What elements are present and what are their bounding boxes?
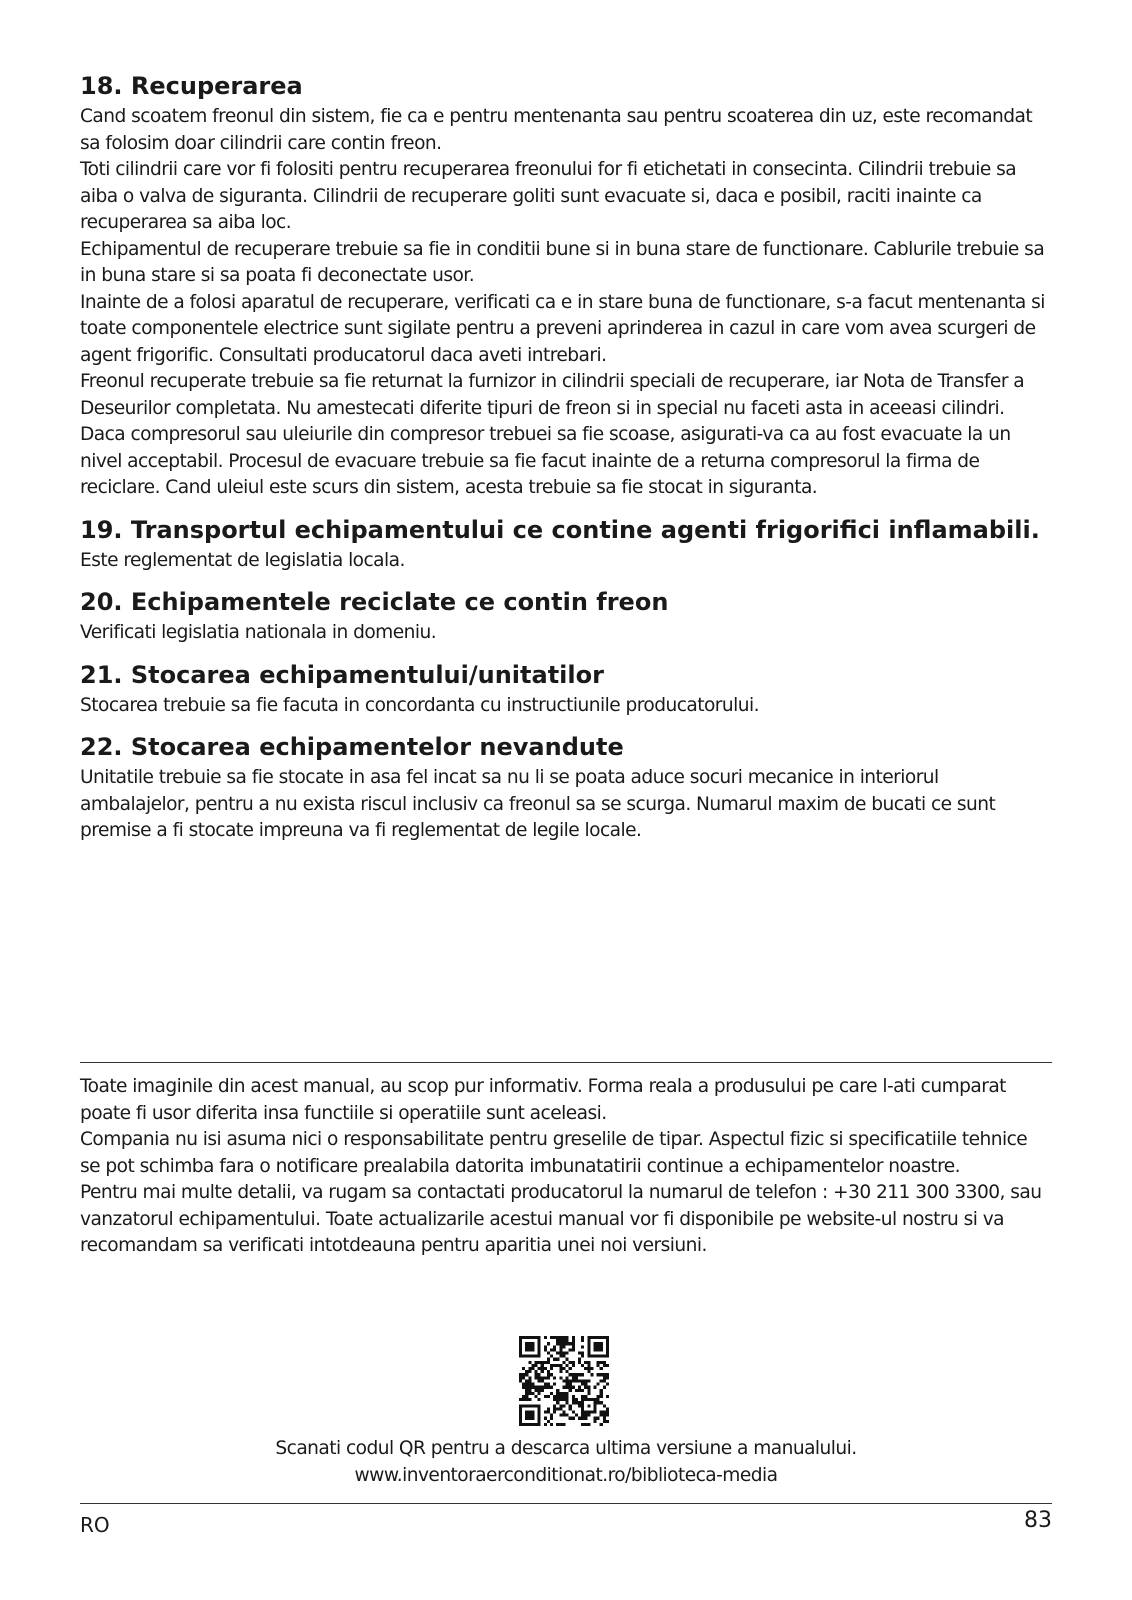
section-heading: 22. Stocarea echipamentelor nevandute — [80, 733, 624, 761]
section-paragraph: Freonul recuperate trebuie sa fie returnat la furnizor in cilindrii speciali de recuperare, iar Nota de Transfer a Deseurilor completata. Nu amestecati diferite tipuri de freon si in special nu faceti asta in aceeasi cilindri. — [80, 371, 1025, 419]
qr-caption: Scanati codul QR pentru a descarca ultima versiune a manualului. — [275, 1438, 857, 1459]
page-number: 83 — [1024, 1508, 1052, 1533]
section-paragraph: Inainte de a folosi aparatul de recuperare, verificati ca e in stare buna de functionare, s-a facut mentenanta si toate componentele electrice sunt sigilate pentru a preveni aprinderea in cazul in care vom avea scurgeri de agent frigorific. Consultati producatorul daca aveti intrebari. — [80, 291, 1045, 366]
section-paragraph: Verificati legislatia nationala in domeniu. — [80, 622, 437, 643]
section-heading: 20. Echipamentele reciclate ce contin freon — [80, 588, 669, 616]
section-paragraph: Cand scoatem freonul din sistem, fie ca e pentru mentenanta sau pentru scoaterea din uz, este recomandat sa folosim doar cilindrii care contin freon. — [80, 106, 1033, 154]
qr-caption-block — [80, 1436, 1052, 1489]
divider-top — [80, 1062, 1052, 1063]
section-paragraph: Este reglementat de legislatia locala. — [80, 549, 405, 571]
disclaimer-paragraph: Pentru mai multe detalii, va rugam sa contactati producatorul la numarul de telefon : +30 211 300 3300, sau vanzatorul echipamentului. Toate actualizarile acestui manual vor fi disponibile pe website-ul nostru si va recomandam sa verificati intotdeauna pentru aparitia unei noi versiuni. — [80, 1182, 1042, 1256]
footer-language: RO — [80, 1513, 110, 1537]
section-18 — [80, 70, 1052, 502]
section-20 — [80, 586, 1052, 647]
section-22 — [80, 731, 1052, 845]
qr-code-icon[interactable] — [519, 1336, 609, 1426]
section-19 — [80, 514, 1052, 575]
qr-url-link[interactable]: www.inventoraerconditionat.ro/biblioteca-media — [354, 1464, 778, 1486]
section-heading: 21. Stocarea echipamentului/unitatilor — [80, 660, 604, 689]
section-paragraph: Unitatile trebuie sa fie stocate in asa fel incat sa nu li se poata aduce socuri mecanice in interiorul ambalajelor, pentru a nu exista riscul inclusiv ca freonul sa se scurga. Numarul maxim de bucati ce sunt premise a fi stocate impreuna va fi reglementat de legile locale. — [80, 767, 996, 841]
manual-page-content — [80, 70, 1052, 857]
disclaimer-paragraph: Toate imaginile din acest manual, au scop pur informativ. Forma reala a produsului pe care l-ati cumparat poate fi usor diferita insa functiile si operatiile sunt aceleasi. — [80, 1076, 1006, 1124]
section-paragraph: Daca compresorul sau uleiurile din compresor trebuei sa fie scoase, asigurati-va ca au fost evacuate la un nivel acceptabil. Procesul de evacuare trebuie sa fie facut inainte de a returna compresorul la firma de reciclare. Cand uleiul este scurs din sistem, acesta trebuie sa fie stocat in siguranta. — [80, 424, 1011, 498]
section-paragraph: Stocarea trebuie sa fie facuta in concordanta cu instructiunile producatorului. — [80, 694, 759, 716]
section-21 — [80, 659, 1052, 720]
disclaimer-paragraph: Compania nu isi asuma nici o responsabilitate pentru greselile de tipar. Aspectul fizic si specificatiile tehnice se pot schimba fara o notificare prealabila datorita imbunatatirii continue a echipamentelor noastre. — [80, 1129, 1028, 1177]
section-paragraph: Echipamentul de recuperare trebuie sa fie in conditii bune si in buna stare de functionare. Cablurile trebuie sa in buna stare si sa poata fi deconectate usor. — [80, 238, 1045, 286]
section-heading: 19. Transportul echipamentului ce contine agenti frigorifici inflamabili. — [80, 515, 1040, 544]
section-paragraph: Toti cilindrii care vor fi folositi pentru recuperarea freonului for fi etichetati in consecinta. Cilindrii trebuie sa aiba o valva de siguranta. Cilindrii de recuperare goliti sunt evacuate si, daca e posibil, raciti inainte ca recuperarea sa aiba loc. — [80, 159, 1017, 233]
section-heading: 18. Recuperarea — [80, 72, 303, 100]
disclaimer-block — [80, 1074, 1052, 1260]
divider-bottom — [80, 1503, 1052, 1504]
